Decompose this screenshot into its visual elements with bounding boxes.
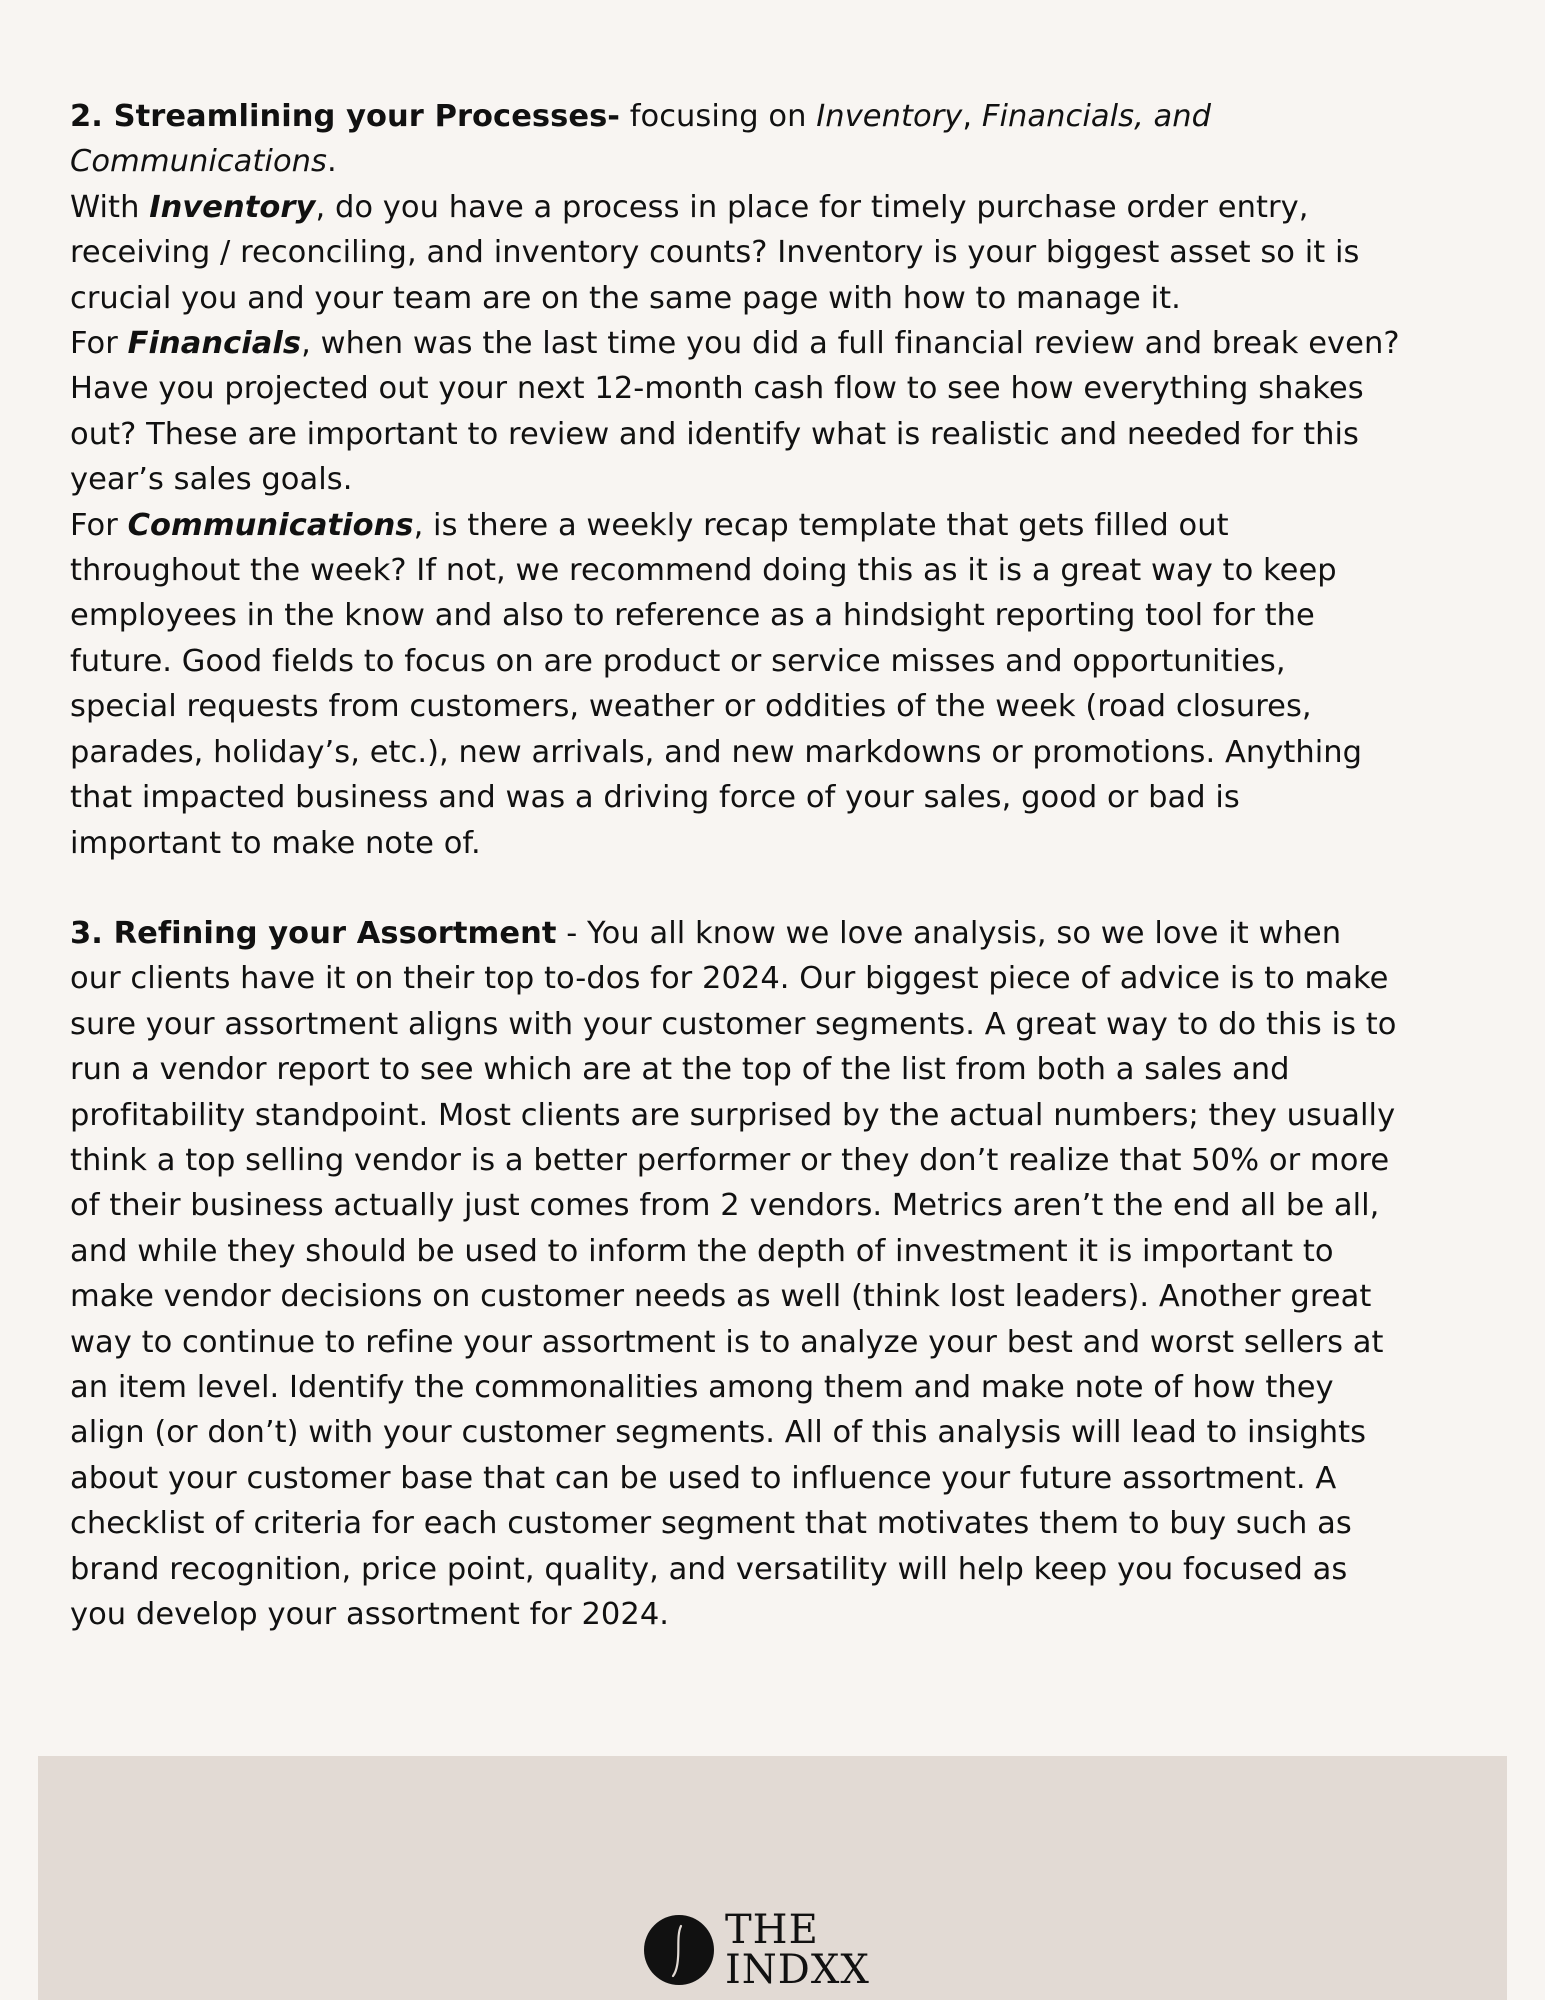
section-2-intro-comma: , [962,99,982,134]
logo-line-2: INDXX [725,1947,870,1993]
logo-circle-icon [643,1914,715,1986]
section-2-intro [70,94,1400,185]
logo-wordmark [725,1907,870,1993]
section-2-heading: 2. Streamlining your Processes- [70,99,620,134]
inventory-paragraph [70,185,1400,321]
section-3-heading: 3. Refining your Assortment [70,915,557,951]
section-2-intro-inventory: Inventory [816,99,963,134]
communications-paragraph [70,503,1400,866]
section-3-paragraph [70,911,1400,1638]
communications-prefix: For [70,507,128,543]
communications-term: Communications [127,507,414,543]
financials-text: , when was the last time you did a full financial review and break even? Have you projected out your next 12-month cash flow to see how everything shakes out? These are important to review and identify what is realistic and needed for this year’s sales goals. [70,326,1400,498]
section-2-intro-topics: Financials, and Communications [70,99,1212,180]
logo-line-1: THE [725,1907,819,1953]
financials-paragraph [70,321,1400,503]
inventory-prefix: With [70,189,150,225]
inventory-text: , do you have a process in place for timely purchase order entry, receiving / reconciling, and inventory counts? Inventory is your biggest asset so it is crucial you and your team are on the same page with how to manage it. [70,189,1360,316]
financials-prefix: For [70,326,128,362]
footer-banner [38,1756,1507,2000]
communications-text: , is there a weekly recap template that gets filled out throughout the week? If not, we recommend doing this as it is a great way to keep employees in the know and also to reference as a hindsight reporting tool for the future. Good fields to focus on are product or service misses and opportunities, special requests from customers, weather or oddities of the week (road closures, parades, holiday’s, etc.), new arrivals, and new markdowns or promotions. Anything that impacted business and was a driving force of your sales, good or bad is important to make note of. [70,507,1363,861]
inventory-term: Inventory [149,189,316,225]
brand-logo [643,1908,903,1992]
section-2-intro-end: . [327,144,337,180]
article-body [70,94,1400,1637]
section-3-text: - You all know we love analysis, so we love it when our clients have it on their top to-dos for 2024. Our biggest piece of advice is to make sure your assortment aligns with your customer segments. A great way to do this is to run a vendor report to see which are at the top of the list from both a sales and profitability standpoint. Most clients are surprised by the actual numbers; they usually think a top selling vendor is a better performer or they don’t realize that 50% or more of their business actually just comes from 2 vendors. Metrics aren’t the end all be all, and while they should be used to inform the depth of investment it is important to make vendor decisions on customer needs as well (think lost leaders). Another great way to continue to refine your assortment is to analyze your best and worst sellers at an item level. Identify the commonalities among them and make note of how they align (or don’t) with your customer segments. All of this analysis will lead to insights about your customer base that can be used to influence your future assortment. A checklist of criteria for each customer segment that motivates them to buy such as brand recognition, price point, quality, and versatility will help keep you focused as you develop your assortment for 2024. [70,915,1397,1632]
financials-term: Financials [127,326,302,362]
section-2-intro-text: focusing on [619,99,817,134]
